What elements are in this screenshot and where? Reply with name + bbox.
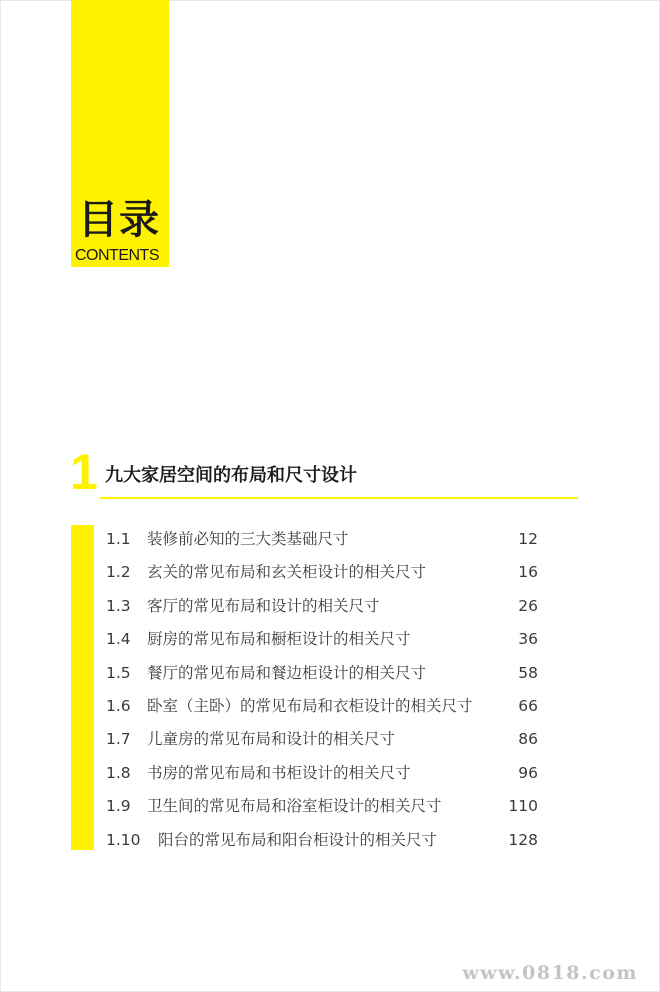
toc-entry-title: 阳台的常见布局和阳台柜设计的相关尺寸 [158, 830, 438, 849]
toc-entry-page: 26 [518, 596, 538, 615]
toc-entry-number: 1.4 [106, 630, 131, 649]
toc-entry-number: 1.8 [106, 763, 131, 782]
toc-entry-page: 16 [518, 563, 538, 582]
toc-entry-1-4[interactable] [106, 623, 538, 656]
toc-entry-number: 1.1 [106, 530, 131, 548]
toc-entry-title: 卧室（主卧）的常见布局和衣柜设计的相关尺寸 [147, 696, 473, 715]
toc-entry-page: 66 [518, 696, 538, 715]
toc-entry-1-10[interactable] [106, 824, 538, 857]
toc-entry-page: 36 [518, 630, 538, 649]
toc-entry-page: 96 [518, 763, 538, 782]
toc-entry-title: 厨房的常见布局和橱柜设计的相关尺寸 [147, 630, 411, 649]
toc-entry-number: 1.5 [106, 663, 131, 682]
toc-entry-number: 1.3 [106, 596, 131, 615]
toc-entry-number: 1.6 [106, 696, 131, 715]
toc-entry-page: 58 [518, 663, 538, 682]
toc-entry-title: 玄关的常见布局和玄关柜设计的相关尺寸 [147, 563, 427, 582]
page-title: 目录 [78, 197, 160, 243]
toc-entry-1-5[interactable] [106, 657, 538, 690]
toc-accent-bar [71, 525, 94, 850]
toc-entry-title: 装修前必知的三大类基础尺寸 [147, 530, 349, 548]
toc-entry-1-2[interactable] [106, 556, 538, 589]
toc-entry-title: 客厅的常见布局和设计的相关尺寸 [147, 596, 380, 615]
toc-entry-number: 1.10 [106, 830, 141, 849]
toc-entry-1-3[interactable] [106, 590, 538, 623]
toc-entry-number: 1.7 [106, 730, 131, 749]
site-watermark: www.0818.com [462, 962, 638, 984]
toc-entry-1-9[interactable] [106, 790, 538, 823]
toc-entry-1-1[interactable] [106, 523, 538, 556]
toc-entry-number: 1.2 [106, 563, 131, 582]
toc-entry-title: 餐厅的常见布局和餐边柜设计的相关尺寸 [147, 663, 427, 682]
toc-entry-1-7[interactable] [106, 723, 538, 756]
toc-entry-1-8[interactable] [106, 757, 538, 790]
toc-entry-title: 书房的常见布局和书柜设计的相关尺寸 [147, 763, 411, 782]
chapter-title: 九大家居空间的布局和尺寸设计 [105, 465, 357, 486]
chapter-number: 1 [70, 444, 98, 500]
toc-entry-number: 1.9 [106, 797, 131, 816]
toc-entry-page: 12 [518, 530, 538, 548]
toc-entry-page: 86 [518, 730, 538, 749]
toc-entry-title: 儿童房的常见布局和设计的相关尺寸 [147, 730, 396, 749]
toc-list [106, 523, 538, 857]
toc-entry-title: 卫生间的常见布局和浴室柜设计的相关尺寸 [147, 797, 442, 816]
page-subtitle: CONTENTS [75, 247, 159, 264]
toc-entry-page: 110 [508, 797, 538, 816]
toc-entry-1-6[interactable] [106, 690, 538, 723]
toc-entry-page: 128 [508, 830, 538, 849]
chapter-divider [100, 497, 578, 499]
